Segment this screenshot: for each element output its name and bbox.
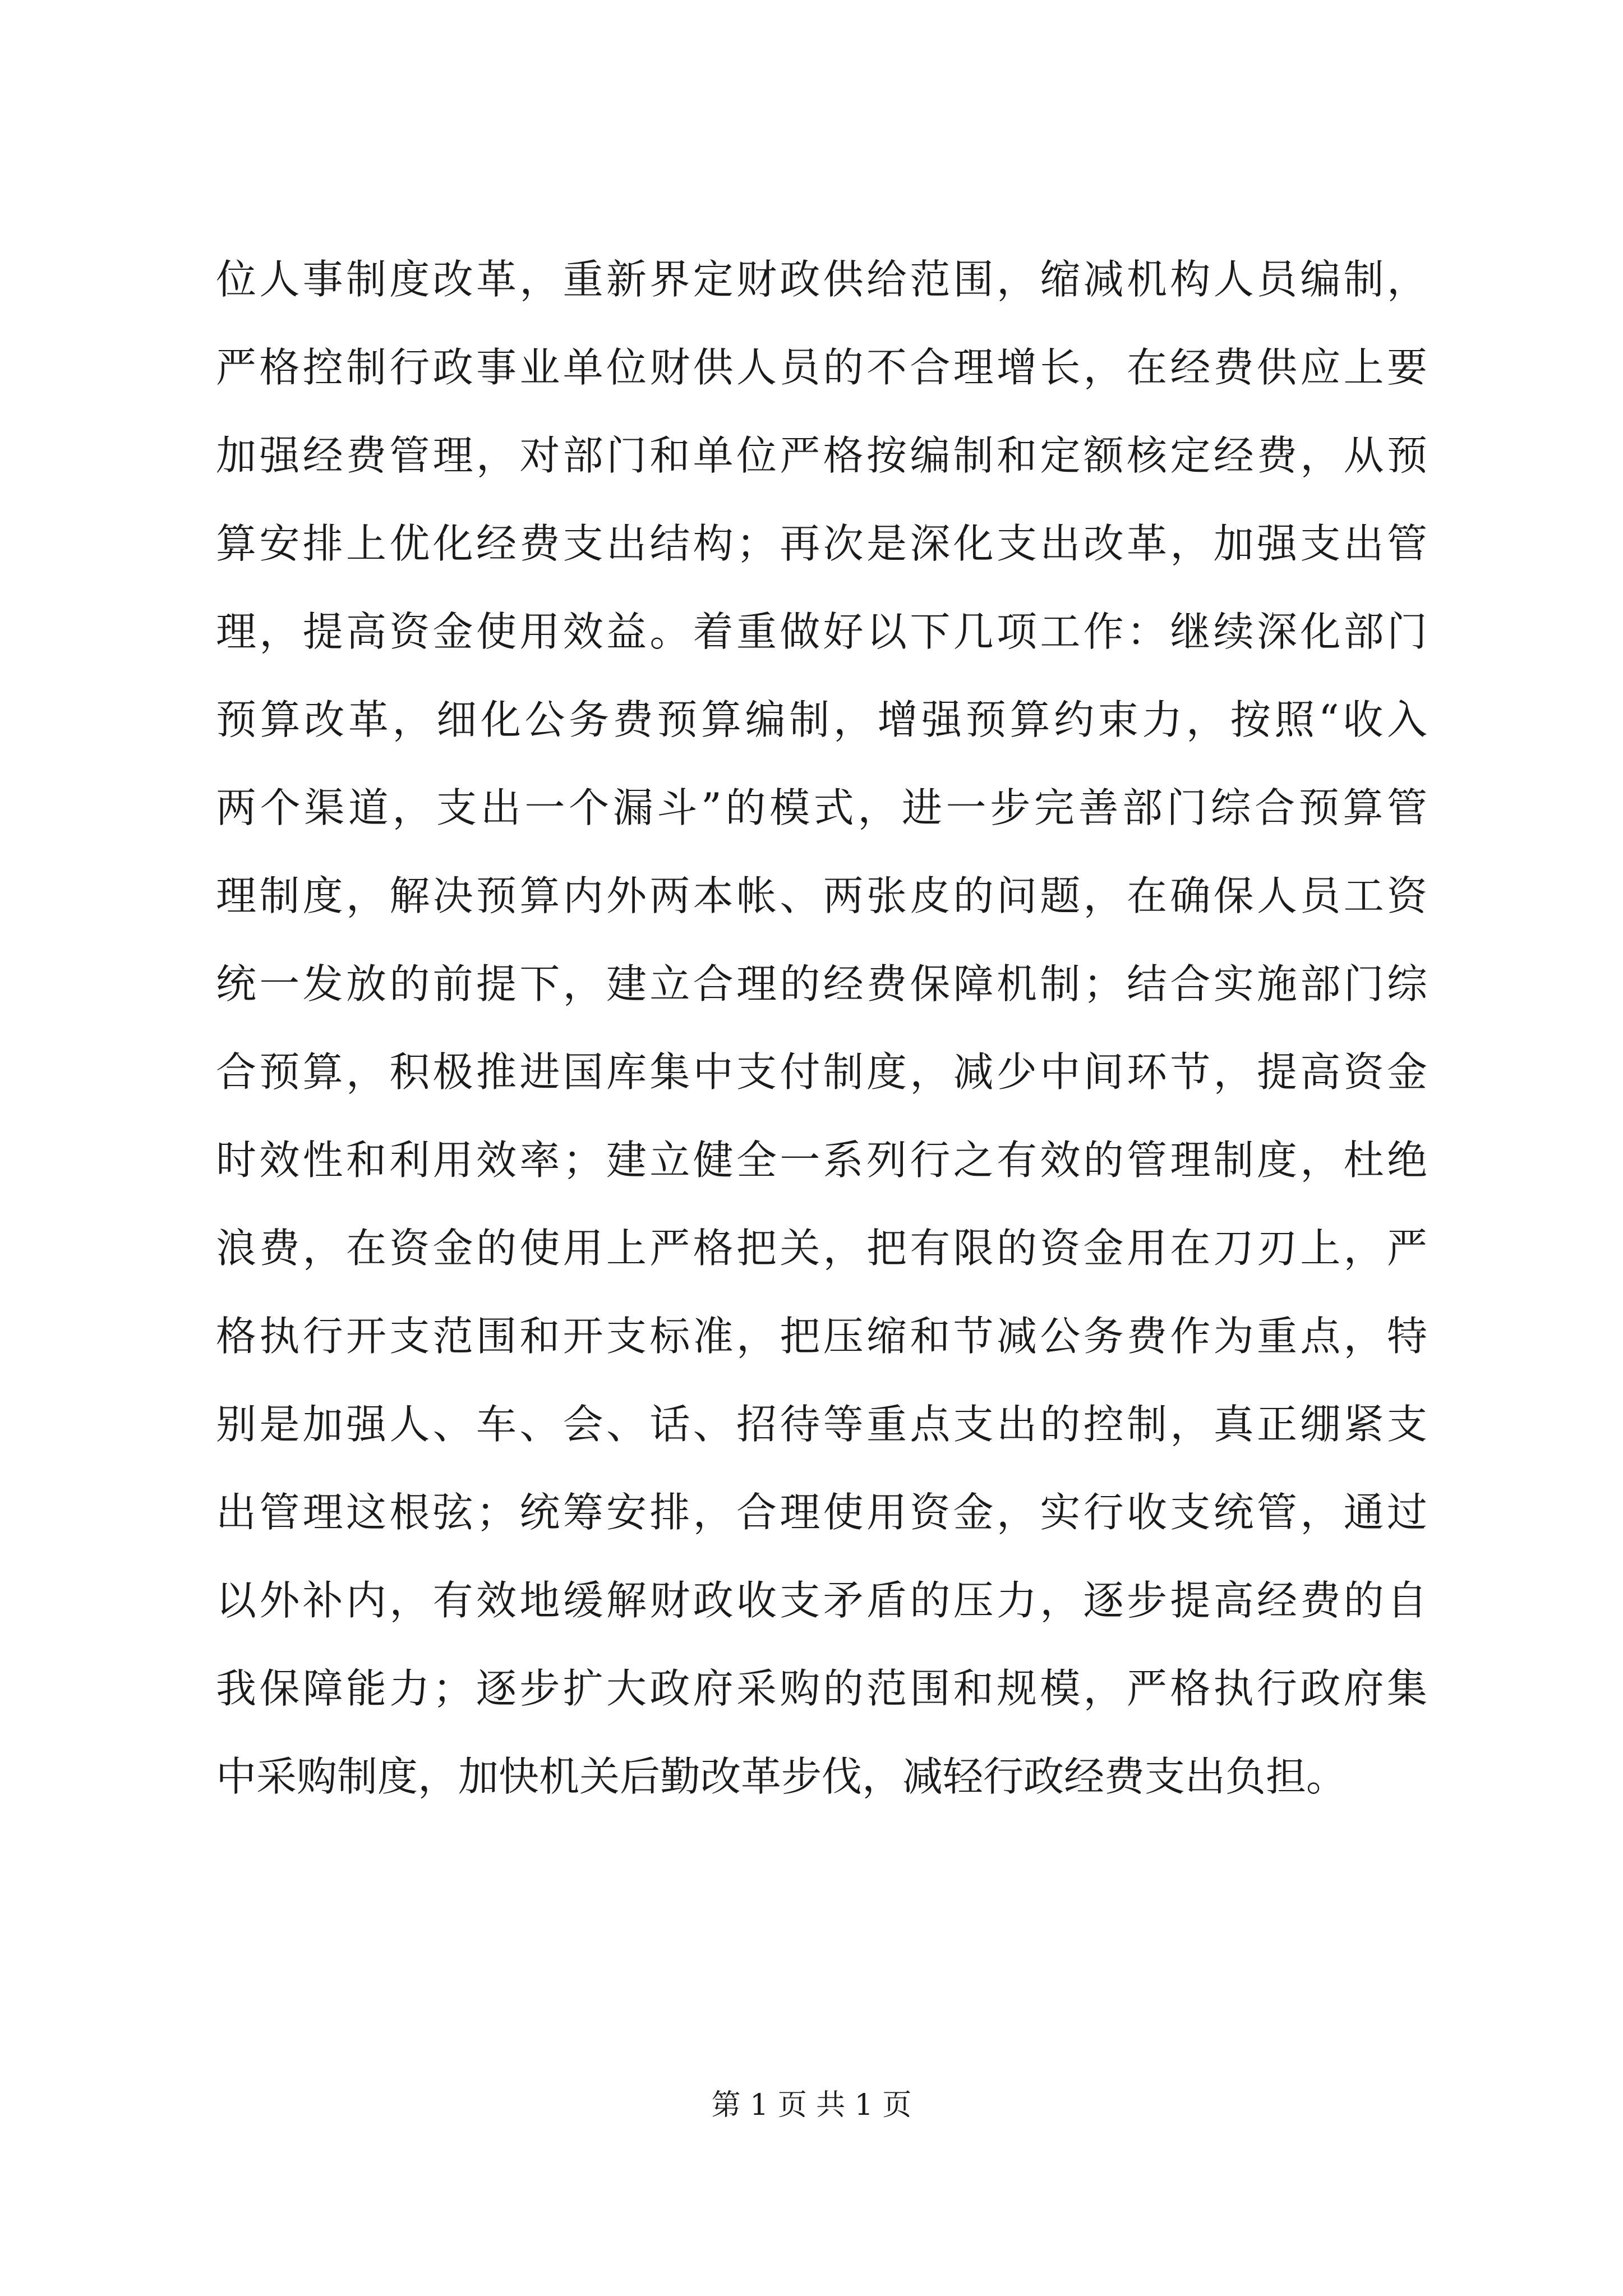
text-line: 加强经费管理，对部门和单位严格按编制和定额核定经费，从预 — [216, 432, 1427, 479]
text-line: 格执行开支范围和开支标准，把压缩和节减公务费作为重点，特 — [216, 1313, 1427, 1360]
text-line: 合预算，积极推进国库集中支付制度，减少中间环节，提高资金 — [216, 1048, 1427, 1096]
text-line: 别是加强人、车、会、话、招待等重点支出的控制，真正绷紧支 — [216, 1401, 1427, 1448]
body-paragraph — [216, 236, 1427, 1821]
text-line: 理，提高资金使用效益。着重做好以下几项工作：继续深化部门 — [216, 608, 1427, 655]
text-line: 预算改革，细化公务费预算编制，增强预算约束力，按照“收入 — [216, 696, 1427, 743]
text-line: 我保障能力；逐步扩大政府采购的范围和规模，严格执行政府集 — [216, 1665, 1427, 1712]
text-line: 出管理这根弦；统筹安排，合理使用资金，实行收支统管，通过 — [216, 1489, 1427, 1536]
text-line: 以外补内，有效地缓解财政收支矛盾的压力，逐步提高经费的自 — [216, 1577, 1427, 1624]
page-number-footer: 第 1 页 共 1 页 — [711, 2088, 912, 2122]
text-line: 理制度，解决预算内外两本帐、两张皮的问题，在确保人员工资 — [216, 872, 1427, 919]
text-line: 时效性和利用效率；建立健全一系列行之有效的管理制度，杜绝 — [216, 1137, 1427, 1184]
text-line: 严格控制行政事业单位财供人员的不合理增长，在经费供应上要 — [216, 344, 1427, 391]
text-line: 算安排上优化经费支出结构；再次是深化支出改革，加强支出管 — [216, 520, 1427, 567]
text-line: 浪费，在资金的使用上严格把关，把有限的资金用在刀刃上，严 — [216, 1225, 1427, 1272]
text-line: 位人事制度改革，重新界定财政供给范围，缩减机构人员编制， — [216, 256, 1427, 303]
text-line: 中采购制度，加快机关后勤改革步伐，减轻行政经费支出负担。 — [216, 1753, 1347, 1800]
text-line: 统一发放的前提下，建立合理的经费保障机制；结合实施部门综 — [216, 960, 1427, 1007]
text-line: 两个渠道，支出一个漏斗”的模式，进一步完善部门综合预算管 — [216, 784, 1427, 831]
